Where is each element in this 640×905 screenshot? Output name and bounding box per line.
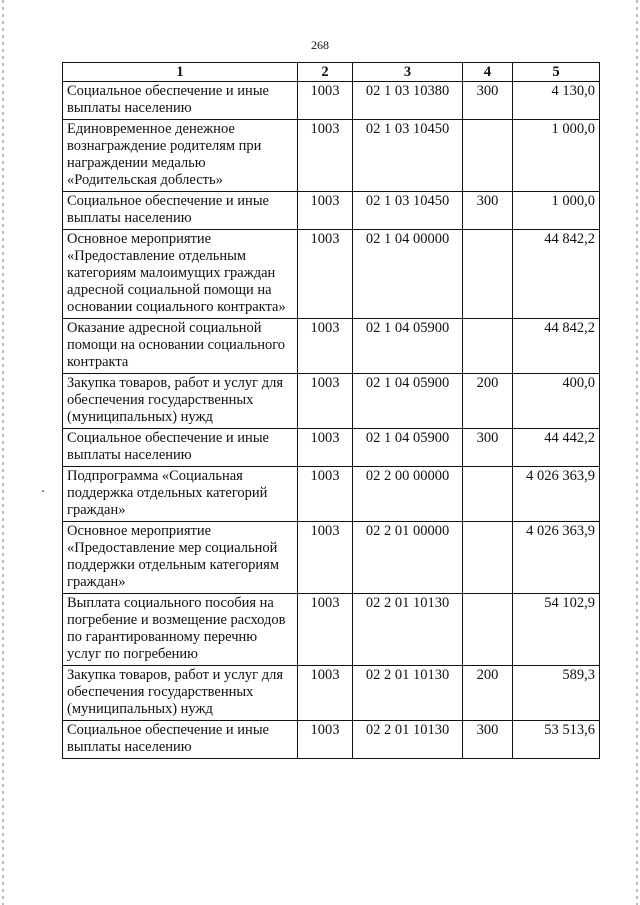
row-section-cell: 1003 [298,192,353,230]
row-name-cell: Основное мероприятие «Предоставление мер социальной поддержки отдельным категориям граждан» [63,522,298,594]
header-col-5: 5 [513,63,600,82]
row-section-cell: 1003 [298,82,353,120]
table-body [63,82,600,759]
row-expense-type-cell [463,467,513,522]
row-target-code-cell: 02 2 01 00000 [353,522,463,594]
table-row [63,429,600,467]
table-row [63,374,600,429]
table-row [63,522,600,594]
row-amount-cell: 54 102,9 [513,594,600,666]
table-row [63,230,600,319]
row-expense-type-cell: 300 [463,429,513,467]
row-target-code-cell: 02 1 04 00000 [353,230,463,319]
row-name-cell: Подпрограмма «Социальная поддержка отдельных категорий граждан» [63,467,298,522]
row-section-cell: 1003 [298,467,353,522]
row-section-cell: 1003 [298,319,353,374]
table-row [63,721,600,759]
table-row [63,120,600,192]
row-target-code-cell: 02 1 04 05900 [353,374,463,429]
table-row [63,594,600,666]
row-amount-cell: 1 000,0 [513,192,600,230]
budget-table [62,62,600,759]
table-row [63,192,600,230]
row-expense-type-cell: 300 [463,721,513,759]
row-target-code-cell: 02 2 01 10130 [353,594,463,666]
row-name-cell: Оказание адресной социальной помощи на основании социального контракта [63,319,298,374]
row-section-cell: 1003 [298,522,353,594]
row-target-code-cell: 02 1 03 10450 [353,120,463,192]
row-amount-cell: 4 026 363,9 [513,467,600,522]
row-amount-cell: 1 000,0 [513,120,600,192]
row-section-cell: 1003 [298,429,353,467]
row-amount-cell: 4 130,0 [513,82,600,120]
table-row [63,666,600,721]
row-name-cell: Выплата социального пособия на погребение и возмещение расходов по гарантированному перечню услуг по погребению [63,594,298,666]
row-amount-cell: 53 513,6 [513,721,600,759]
row-section-cell: 1003 [298,594,353,666]
row-expense-type-cell [463,230,513,319]
row-expense-type-cell [463,120,513,192]
row-target-code-cell: 02 2 00 00000 [353,467,463,522]
row-target-code-cell: 02 1 04 05900 [353,319,463,374]
row-name-cell: Основное мероприятие «Предоставление отдельным категориям малоимущих граждан адресной социальной помощи на основании социального контракта» [63,230,298,319]
row-section-cell: 1003 [298,120,353,192]
row-amount-cell: 589,3 [513,666,600,721]
row-name-cell: Закупка товаров, работ и услуг для обеспечения государственных (муниципальных) нужд [63,666,298,721]
page-edge-right [636,0,638,905]
header-row [63,63,600,82]
row-target-code-cell: 02 1 03 10380 [353,82,463,120]
row-amount-cell: 4 026 363,9 [513,522,600,594]
scan-artifact-dot [42,490,44,492]
row-expense-type-cell [463,522,513,594]
row-section-cell: 1003 [298,374,353,429]
row-expense-type-cell [463,594,513,666]
row-name-cell: Социальное обеспечение и иные выплаты населению [63,192,298,230]
row-section-cell: 1003 [298,666,353,721]
row-expense-type-cell: 200 [463,374,513,429]
table-row [63,82,600,120]
row-expense-type-cell: 200 [463,666,513,721]
row-name-cell: Социальное обеспечение и иные выплаты населению [63,82,298,120]
row-amount-cell: 400,0 [513,374,600,429]
row-amount-cell: 44 842,2 [513,319,600,374]
page-edge-left [2,0,4,905]
row-expense-type-cell [463,319,513,374]
table-row [63,467,600,522]
header-col-3: 3 [353,63,463,82]
row-amount-cell: 44 442,2 [513,429,600,467]
row-name-cell: Закупка товаров, работ и услуг для обеспечения государственных (муниципальных) нужд [63,374,298,429]
row-section-cell: 1003 [298,721,353,759]
table-row [63,319,600,374]
row-target-code-cell: 02 1 03 10450 [353,192,463,230]
row-expense-type-cell: 300 [463,82,513,120]
header-col-4: 4 [463,63,513,82]
page-number: 268 [311,38,329,52]
row-target-code-cell: 02 1 04 05900 [353,429,463,467]
row-target-code-cell: 02 2 01 10130 [353,721,463,759]
row-expense-type-cell: 300 [463,192,513,230]
row-target-code-cell: 02 2 01 10130 [353,666,463,721]
header-col-1: 1 [63,63,298,82]
row-name-cell: Социальное обеспечение и иные выплаты населению [63,721,298,759]
row-name-cell: Социальное обеспечение и иные выплаты населению [63,429,298,467]
row-name-cell: Единовременное денежное вознаграждение родителям при награждении медалью «Родительская доблесть» [63,120,298,192]
row-section-cell: 1003 [298,230,353,319]
row-amount-cell: 44 842,2 [513,230,600,319]
header-col-2: 2 [298,63,353,82]
